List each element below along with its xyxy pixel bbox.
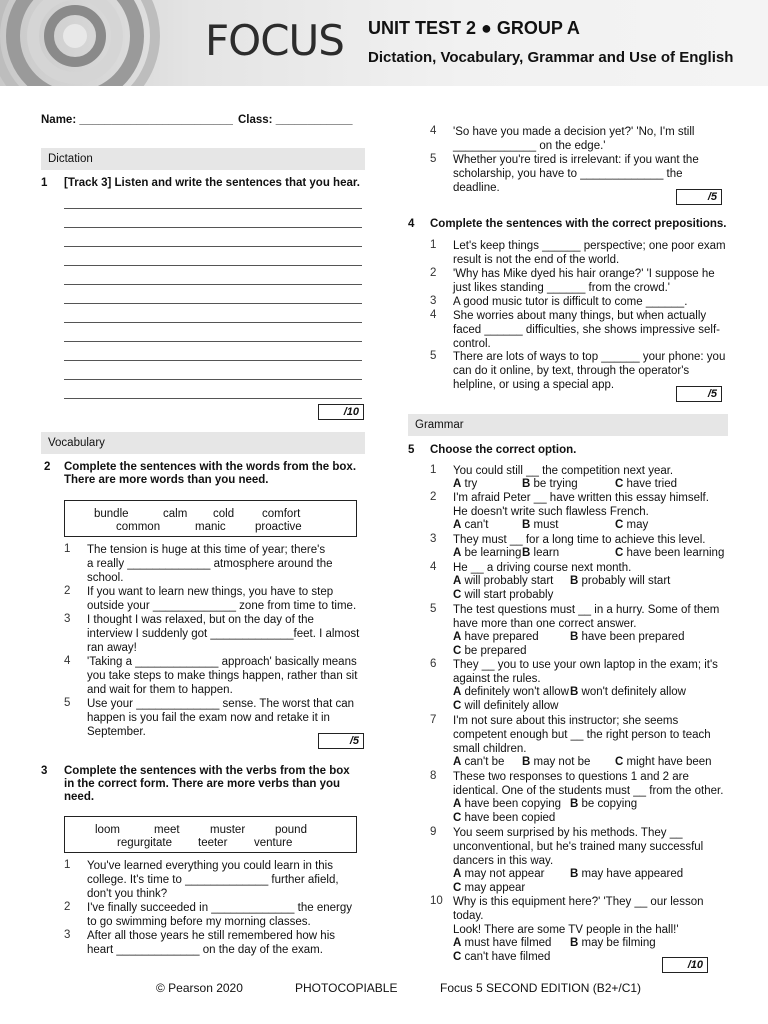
item-text: ran away!: [87, 642, 137, 654]
word-option: muster: [210, 824, 246, 836]
option-text: will definitely allow: [464, 700, 559, 712]
item-text: They must __ for a long time to achieve this level.: [453, 534, 706, 546]
option-text: have been copying: [464, 798, 562, 810]
item-number: 1: [64, 859, 71, 871]
item-text: There are lots of ways to top ______ your phone: you: [453, 351, 726, 363]
item-text: interview I suddenly got _____________feet. I almost: [87, 628, 360, 640]
option-text: probably will start: [581, 575, 671, 587]
item-number: 4: [430, 561, 437, 573]
q2-instruction-line1: Complete the sentences with the words from the box.: [64, 461, 357, 473]
item-text: heart _____________ on the day of the exam.: [87, 944, 323, 956]
item-text: You've learned everything you could learn in this: [87, 860, 333, 872]
question-number: 5: [408, 444, 415, 456]
word-option: comfort: [262, 508, 301, 520]
word-option: manic: [195, 521, 226, 533]
answer-option[interactable]: [570, 685, 686, 699]
score-box[interactable]: /5: [318, 733, 364, 749]
option-text: may appear: [464, 882, 526, 894]
unit-subtitle: Dictation, Vocabulary, Grammar and Use of English: [368, 49, 734, 66]
answer-line[interactable]: [64, 227, 362, 228]
option-letter: B: [570, 798, 579, 810]
option-text: have prepared: [464, 631, 539, 643]
word-option: pound: [275, 824, 307, 836]
option-text: have tried: [626, 478, 678, 490]
item-text: The tension is huge at this time of year; there's: [87, 544, 326, 556]
copyright: © Pearson 2020: [156, 981, 243, 995]
option-text: be copying: [581, 798, 638, 810]
option-letter: B: [570, 686, 579, 698]
item-text: against the rules.: [453, 673, 541, 685]
item-text: I've finally succeeded in _____________ the energy: [87, 902, 352, 914]
option-text: will probably start: [464, 575, 554, 587]
unit-title: UNIT TEST 2 ● GROUP A: [368, 18, 580, 38]
item-number: 5: [430, 603, 437, 615]
option-letter: C: [453, 812, 462, 824]
option-text: have been prepared: [581, 631, 685, 643]
answer-option[interactable]: [453, 477, 477, 491]
option-letter: C: [453, 951, 462, 963]
item-number: 4: [64, 655, 71, 667]
option-text: be learning: [464, 547, 522, 559]
item-text: a really _____________ atmosphere around the: [87, 558, 333, 570]
option-letter: C: [453, 589, 462, 601]
item-number: 2: [430, 267, 437, 279]
item-number: 1: [430, 239, 437, 251]
edition-label: Focus 5 SECOND EDITION (B2+/C1): [440, 981, 642, 995]
answer-option[interactable]: [570, 867, 683, 881]
word-option: loom: [95, 824, 120, 836]
item-text: After all those years he still remembered how his: [87, 930, 335, 942]
option-text: may be filming: [581, 937, 656, 949]
item-number: 5: [430, 153, 437, 165]
item-text: small children.: [453, 743, 527, 755]
answer-option[interactable]: [522, 755, 590, 769]
answer-option[interactable]: [453, 867, 544, 881]
score-box[interactable]: /5: [676, 189, 722, 205]
question-number: 3: [41, 765, 48, 777]
option-text: have been copied: [464, 812, 556, 824]
item-text: I thought I was relaxed, but on the day of the: [87, 614, 314, 626]
question-number: 4: [408, 218, 415, 230]
item-number: 3: [64, 929, 71, 941]
item-number: 2: [430, 491, 437, 503]
option-text: must: [533, 519, 559, 531]
option-letter: C: [453, 882, 462, 894]
answer-line[interactable]: [64, 322, 362, 323]
item-number: 9: [430, 826, 437, 838]
item-text: identical. One of the students must __ from the other.: [453, 785, 724, 797]
name-field[interactable]: Name: ________________________: [41, 114, 233, 126]
option-text: must have filmed: [464, 937, 552, 949]
item-text: dancers in this way.: [453, 855, 554, 867]
item-text: happen is you fail the exam now and retake it in: [87, 712, 330, 724]
option-text: may: [626, 519, 649, 531]
item-text: outside your _____________ zone from time to time.: [87, 600, 357, 612]
q5-instruction: Choose the correct option.: [430, 444, 577, 456]
option-text: try: [464, 478, 478, 490]
option-text: be prepared: [464, 645, 527, 657]
option-letter: B: [570, 868, 579, 880]
option-letter: A: [453, 798, 462, 810]
option-letter: A: [453, 686, 462, 698]
page-header: [0, 0, 768, 86]
word-option: teeter: [198, 837, 228, 849]
option-letter: C: [453, 645, 462, 657]
item-number: 3: [430, 295, 437, 307]
item-number: 5: [64, 697, 71, 709]
option-letter: C: [453, 700, 462, 712]
option-text: can't have filmed: [464, 951, 551, 963]
photocopiable-label: PHOTOCOPIABLE: [295, 981, 398, 995]
grammar-section-header: Grammar: [408, 414, 728, 436]
item-text: school.: [87, 572, 124, 584]
item-text: have more than one correct answer.: [453, 618, 637, 630]
option-text: may not appear: [464, 868, 545, 880]
answer-option[interactable]: [453, 881, 525, 895]
item-text: They __ you to use your own laptop in the exam; it's: [453, 659, 718, 671]
focus-logo-graphic: [0, 0, 220, 86]
item-text: 'Why has Mike dyed his hair orange?' 'I suppose he: [453, 268, 715, 280]
answer-option[interactable]: [453, 811, 555, 825]
class-field[interactable]: Class: ____________: [238, 114, 353, 126]
answer-option[interactable]: [615, 477, 677, 491]
option-letter: B: [570, 631, 579, 643]
option-text: can't be: [464, 756, 505, 768]
option-text: won't definitely allow: [581, 686, 686, 698]
item-number: 5: [430, 350, 437, 362]
answer-option[interactable]: [615, 755, 712, 769]
option-letter: C: [615, 478, 624, 490]
answer-option[interactable]: [522, 546, 559, 560]
item-text: you take steps to make things happen, rather than sit: [87, 670, 358, 682]
option-letter: B: [522, 478, 531, 490]
answer-option[interactable]: [453, 518, 488, 532]
answer-line[interactable]: [64, 398, 362, 399]
score-box[interactable]: /5: [676, 386, 722, 402]
item-text: I'm afraid Peter __ have written this essay himself.: [453, 492, 709, 504]
q3-instruction-line2: in the correct form. There are more verbs than you: [64, 778, 341, 790]
answer-option[interactable]: [570, 574, 670, 588]
question-number: 1: [41, 177, 48, 189]
item-number: 2: [64, 585, 71, 597]
vocabulary-section-header: Vocabulary: [41, 432, 365, 454]
answer-line[interactable]: [64, 284, 362, 285]
item-number: 4: [430, 309, 437, 321]
item-text: today.: [453, 910, 484, 922]
word-option: meet: [154, 824, 180, 836]
option-letter: B: [570, 575, 579, 587]
item-text: I'm not sure about this instructor; she seems: [453, 715, 679, 727]
item-text: result is not the end of the world.: [453, 254, 620, 266]
option-text: might have been: [626, 756, 712, 768]
answer-option[interactable]: [522, 518, 558, 532]
item-number: 6: [430, 658, 437, 670]
item-text: Why is this equipment here?' 'They __ our lesson: [453, 896, 704, 908]
answer-line[interactable]: [64, 246, 362, 247]
item-number: 1: [430, 464, 437, 476]
item-number: 8: [430, 770, 437, 782]
option-letter: A: [453, 937, 462, 949]
item-text: You seem surprised by his methods. They __: [453, 827, 683, 839]
option-letter: C: [615, 756, 624, 768]
item-text: You could still __ the competition next year.: [453, 465, 674, 477]
item-text: Let's keep things ______ perspective; one poor exam: [453, 240, 726, 252]
q3-instruction-line3: need.: [64, 791, 95, 803]
item-text: college. It's time to _____________ further afield,: [87, 874, 339, 886]
item-text: and wait for them to happen.: [87, 684, 233, 696]
answer-option[interactable]: [615, 518, 648, 532]
dictation-section-header: Dictation: [41, 148, 365, 170]
item-text: to go swimming before my morning classes.: [87, 916, 311, 928]
answer-option[interactable]: [570, 630, 684, 644]
item-text: September.: [87, 726, 146, 738]
option-letter: A: [453, 478, 462, 490]
item-text: don't you think?: [87, 888, 168, 900]
question-number: 2: [44, 461, 51, 473]
word-option: common: [116, 521, 161, 533]
item-number: 7: [430, 714, 437, 726]
answer-option[interactable]: [453, 630, 539, 644]
option-text: definitely won't allow: [464, 686, 569, 698]
option-text: may have appeared: [581, 868, 684, 880]
answer-option[interactable]: [453, 588, 553, 602]
item-text: Look! There are some TV people in the hall!': [453, 924, 679, 936]
answer-option[interactable]: [453, 936, 551, 950]
q3-instruction-line1: Complete the sentences with the verbs from the box: [64, 765, 350, 777]
answer-option[interactable]: [570, 797, 637, 811]
option-letter: B: [522, 519, 531, 531]
item-number: 1: [64, 543, 71, 555]
item-text: 'So have you made a decision yet?' 'No, I'm still: [453, 126, 695, 138]
item-number: 2: [64, 901, 71, 913]
word-option: calm: [163, 508, 188, 520]
option-letter: A: [453, 868, 462, 880]
answer-option[interactable]: [453, 574, 553, 588]
item-text: scholarship, you have to _____________ the: [453, 168, 683, 180]
item-text: The test questions must __ in a hurry. Some of them: [453, 604, 720, 616]
item-number: 3: [64, 613, 71, 625]
item-text: faced ______ difficulties, she shows impressive self-: [453, 324, 720, 336]
option-letter: A: [453, 547, 462, 559]
option-letter: C: [615, 519, 624, 531]
word-option: proactive: [255, 521, 302, 533]
q4-instruction: Complete the sentences with the correct prepositions.: [430, 218, 727, 230]
item-text: These two responses to questions 1 and 2 are: [453, 771, 689, 783]
option-letter: B: [522, 756, 531, 768]
option-letter: A: [453, 519, 462, 531]
word-option: venture: [254, 837, 293, 849]
dictation-instruction: [Track 3] Listen and write the sentences that you hear.: [64, 177, 360, 189]
item-text: Use your _____________ sense. The worst that can: [87, 698, 355, 710]
item-number: 10: [430, 895, 443, 907]
option-letter: B: [570, 937, 579, 949]
answer-option[interactable]: [570, 936, 656, 950]
word-box: [64, 500, 357, 537]
option-text: can't: [464, 519, 489, 531]
word-option: bundle: [94, 508, 129, 520]
answer-option[interactable]: [453, 797, 561, 811]
focus-logo-text: FOCUS: [205, 16, 344, 65]
word-option: cold: [213, 508, 235, 520]
item-text: If you want to learn new things, you have to step: [87, 586, 334, 598]
answer-option[interactable]: [453, 950, 550, 964]
item-text: _____________ on the edge.': [453, 140, 606, 152]
item-text: control.: [453, 338, 491, 350]
item-number: 3: [430, 533, 437, 545]
word-option: regurgitate: [117, 837, 172, 849]
answer-option[interactable]: [453, 755, 504, 769]
item-text: A good music tutor is difficult to come ______.: [453, 296, 688, 308]
word-box: [64, 816, 357, 853]
item-text: She worries about many things, but when actually: [453, 310, 707, 322]
option-text: have been learning: [626, 547, 725, 559]
item-text: He __ a driving course next month.: [453, 562, 632, 574]
answer-option[interactable]: [453, 685, 569, 699]
answer-line[interactable]: [64, 341, 362, 342]
answer-line[interactable]: [64, 379, 362, 380]
item-text: Whether you're tired is irrelevant: if you want the: [453, 154, 699, 166]
option-text: may not be: [533, 756, 591, 768]
option-text: be trying: [533, 478, 578, 490]
answer-line[interactable]: [64, 208, 362, 209]
item-text: 'Taking a _____________ approach' basically means: [87, 656, 357, 668]
item-number: 4: [430, 125, 437, 137]
item-text: just likes standing ______ from the crowd.': [453, 282, 670, 294]
option-letter: A: [453, 756, 462, 768]
option-letter: A: [453, 575, 462, 587]
item-text: He doesn't write such flawless French.: [453, 506, 649, 518]
item-text: unconventional, but he's trained many successful: [453, 841, 704, 853]
item-text: can do it online, by text, through the operator's: [453, 365, 690, 377]
answer-option[interactable]: [453, 699, 558, 713]
option-letter: A: [453, 631, 462, 643]
option-text: learn: [533, 547, 560, 559]
answer-line[interactable]: [64, 360, 362, 361]
score-box[interactable]: /10: [318, 404, 364, 420]
answer-line[interactable]: [64, 265, 362, 266]
score-box[interactable]: /10: [662, 957, 708, 973]
item-text: competent enough but __ the right person to teach: [453, 729, 711, 741]
q2-instruction-line2: There are more words than you need.: [64, 474, 269, 486]
option-letter: C: [615, 547, 624, 559]
item-text: helpline, or using a special app.: [453, 379, 615, 391]
option-text: will start probably: [464, 589, 554, 601]
answer-line[interactable]: [64, 303, 362, 304]
answer-option[interactable]: [615, 546, 724, 560]
answer-option[interactable]: [453, 546, 521, 560]
answer-option[interactable]: [453, 644, 527, 658]
option-letter: B: [522, 547, 531, 559]
answer-option[interactable]: [522, 477, 578, 491]
item-text: deadline.: [453, 182, 500, 194]
